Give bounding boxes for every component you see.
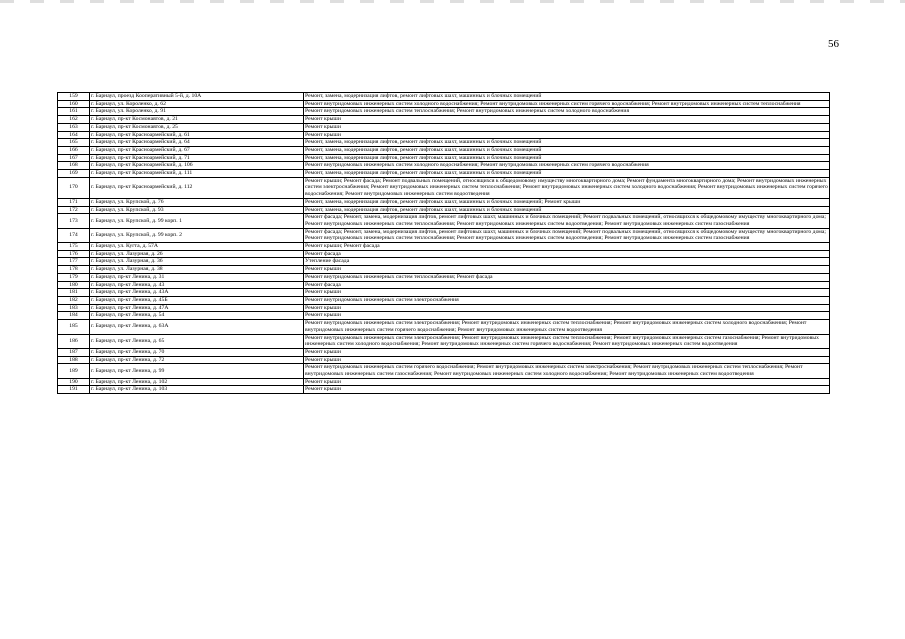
row-work-types: Ремонт, замена, модернизация лифтов, ремонт лифтовых шахт, машинных и блочных помещений xyxy=(304,170,830,178)
table-row xyxy=(58,289,830,297)
row-address: г. Барнаул, пр-кт Ленина, д. 70 xyxy=(90,348,304,356)
row-work-types: Ремонт фасада; Ремонт, замена, модернизация лифтов, ремонт лифтовых шахт, машинных и блочных помещений; Ремонт подвальных помещений, относящихся к общедомовому имуществу многоквартирного дома; Ремонт внутридомовых инженерных систем теплоснабжения; Ремонт внутридомовых инженерных систем водоотведения; Ремонт внутридомовых инженерных систем газоснабжения xyxy=(304,228,830,242)
row-address: г. Барнаул, ул. Кугта, д. 57А xyxy=(90,243,304,251)
row-address: г. Барнаул, пр-кт Ленина, д. 47А xyxy=(90,304,304,312)
row-address: г. Барнаул, ул. Лазурная, д. 38 xyxy=(90,266,304,274)
row-work-types: Ремонт фасада xyxy=(304,250,830,258)
table-row xyxy=(58,312,830,320)
table-row xyxy=(58,250,830,258)
row-work-types: Ремонт крыши xyxy=(304,116,830,124)
table-row xyxy=(58,378,830,386)
row-address: г. Барнаул, ул. Короленко, д. 91 xyxy=(90,108,304,116)
row-number: 167 xyxy=(58,154,90,162)
row-work-types: Ремонт крыши; Ремонт фасада; Ремонт подвальных помещений, относящихся к общедомовому имуществу многоквартирного дома; Ремонт фундамента многоквартирного дома; Ремонт внутридомовых инженерных систем электроснабжения; Ремонт внутридомовых инженерных систем теплоснабжения; Ремонт внутридомовых инженерных систем холодного водоснабжения; Ремонт внутридомовых инженерных систем горячего водоснабжения; Ремонт внутридомовых инженерных систем водоотведения xyxy=(305,177,828,198)
row-address: г. Барнаул, пр-кт Ленина, д. 43 xyxy=(90,281,304,289)
row-address: г. Барнаул, пр-кт Ленина, д. 102 xyxy=(90,378,304,386)
row-number: 169 xyxy=(58,170,90,178)
row-number: 183 xyxy=(58,304,90,312)
row-address: г. Барнаул, пр-кт Ленина, д. 45Б xyxy=(90,296,304,304)
row-work-types: Ремонт, замена, модернизация лифтов, ремонт лифтовых шахт, машинных и блочных помещений xyxy=(304,93,830,101)
table-row xyxy=(58,386,830,394)
capital-repair-table xyxy=(57,92,830,394)
row-number: 172 xyxy=(58,206,90,214)
row-work-types: Ремонт крыши xyxy=(304,289,830,297)
row-number: 181 xyxy=(58,289,90,297)
row-address: г. Барнаул, пр-кт Красноармейский, д. 61 xyxy=(90,131,304,139)
table-row xyxy=(58,131,830,139)
table-row xyxy=(58,243,830,251)
table-row xyxy=(58,273,830,281)
row-work-types: Ремонт крыши xyxy=(304,123,830,131)
row-number: 173 xyxy=(58,214,90,228)
row-number: 170 xyxy=(58,177,90,198)
row-work-types: Ремонт внутридомовых инженерных систем теплоснабжения; Ремонт внутридомовых инженерных систем холодного водоснабжения xyxy=(304,108,830,116)
table-row xyxy=(58,214,830,228)
row-address: г. Барнаул, ул. Лазурная, д. 26 xyxy=(90,250,304,258)
table-body xyxy=(58,93,830,394)
row-work-types: Ремонт внутридомовых инженерных систем холодного водоснабжения; Ремонт внутридомовых инженерных систем горячего водоснабжения; Ремонт внутридомовых инженерных систем теплоснабжения xyxy=(304,100,830,108)
row-address: г. Барнаул, пр-кт Ленина, д. 43А xyxy=(90,289,304,297)
row-number: 177 xyxy=(58,258,90,266)
row-work-types: Ремонт крыши; Ремонт фасада xyxy=(304,243,830,251)
table-row xyxy=(58,123,830,131)
row-work-types: Ремонт крыши xyxy=(304,304,830,312)
table-row xyxy=(58,108,830,116)
table-row xyxy=(58,304,830,312)
row-number: 191 xyxy=(58,386,90,394)
table-row xyxy=(58,320,830,334)
row-work-types: Ремонт внутридомовых инженерных систем электроснабжения; Ремонт внутридомовых инженерных систем теплоснабжения; Ремонт внутридомовых инженерных систем газоснабжения; Ремонт внутридомовых инженерных систем холодного водоснабжения; Ремонт внутридомовых инженерных систем горячего водоснабжения; Ремонт внутридомовых инженерных систем водоотведения xyxy=(304,334,830,348)
row-number: 163 xyxy=(58,123,90,131)
row-address: г. Барнаул, пр-кт Ленина, д. 72 xyxy=(90,356,304,364)
row-work-types: Ремонт крыши xyxy=(304,348,830,356)
row-address: г. Барнаул, проезд Кооперативный 5-й, д. 10А xyxy=(90,93,304,101)
row-work-types: Утепление фасада xyxy=(304,258,830,266)
row-address: г. Барнаул, пр-кт Красноармейский, д. 64 xyxy=(90,139,304,147)
row-work-types: Ремонт крыши xyxy=(304,386,830,394)
row-address: г. Барнаул, пр-кт Космонавтов, д. 21 xyxy=(90,116,304,124)
row-address: г. Барнаул, пр-кт Ленина, д. 103 xyxy=(90,386,304,394)
row-work-types: Ремонт крыши xyxy=(304,356,830,364)
row-work-types: Ремонт внутридомовых инженерных систем теплоснабжения; Ремонт фасада xyxy=(304,273,830,281)
row-number: 190 xyxy=(58,378,90,386)
row-work-types: Ремонт внутридомовых инженерных систем горячего водоснабжения; Ремонт внутридомовых инженерных систем электроснабжения; Ремонт внутридомовых инженерных систем теплоснабжения; Ремонт внутридомовых инженерных систем газоснабжения; Ремонт внутридомовых инженерных систем холодного водоснабжения; Ремонт внутридомовых инженерных систем водоотведения xyxy=(304,364,830,378)
table-row xyxy=(58,356,830,364)
row-work-types: Ремонт крыши xyxy=(304,131,830,139)
table-row xyxy=(58,170,830,178)
row-number: 188 xyxy=(58,356,90,364)
row-number: 164 xyxy=(58,131,90,139)
row-work-types: Ремонт, замена, модернизация лифтов, ремонт лифтовых шахт, машинных и блочных помещений xyxy=(304,139,830,147)
row-address: г. Барнаул, пр-кт Красноармейский, д. 112 xyxy=(90,177,304,198)
row-address: г. Барнаул, пр-кт Красноармейский, д. 67 xyxy=(90,146,304,154)
table-row xyxy=(58,206,830,214)
table-row xyxy=(58,364,830,378)
row-address: г. Барнаул, пр-кт Красноармейский, д. 111 xyxy=(90,170,304,178)
row-number: 182 xyxy=(58,296,90,304)
row-number: 159 xyxy=(58,93,90,101)
row-address: г. Барнаул, пр-кт Ленина, д. 31 xyxy=(90,273,304,281)
table-row xyxy=(58,258,830,266)
row-number: 174 xyxy=(58,228,90,242)
table-row xyxy=(58,266,830,274)
row-number: 175 xyxy=(58,243,90,251)
row-work-types: Ремонт фасада; Ремонт, замена, модернизация лифтов, ремонт лифтовых шахт, машинных и блочных помещений; Ремонт подвальных помещений, относящихся к общедомовому имуществу многоквартирного дома; Ремонт внутридомовых инженерных систем теплоснабжения; Ремонт внутридомовых инженерных систем водоотведения; Ремонт внутридомовых инженерных систем газоснабжения xyxy=(304,214,830,228)
row-address: г. Барнаул, пр-кт Ленина, д. 65 xyxy=(90,334,304,348)
row-address: г. Барнаул, ул. Крупской, д. 76 xyxy=(90,198,304,206)
row-address: г. Барнаул, пр-кт Ленина, д. 99 xyxy=(90,364,304,378)
row-number: 184 xyxy=(58,312,90,320)
row-work-types: Ремонт крыши xyxy=(304,378,830,386)
row-work-types: Ремонт, замена, модернизация лифтов, ремонт лифтовых шахт, машинных и блочных помещений; Ремонт крыши xyxy=(304,198,830,206)
row-address: г. Барнаул, ул. Короленко, д. 62 xyxy=(90,100,304,108)
table-row xyxy=(58,93,830,101)
table-row xyxy=(58,139,830,147)
table-row xyxy=(58,198,830,206)
row-address: г. Барнаул, ул. Крупской, д. 93 xyxy=(90,206,304,214)
table-row xyxy=(58,334,830,348)
row-number: 185 xyxy=(58,320,90,334)
row-number: 168 xyxy=(58,162,90,170)
row-number: 180 xyxy=(58,281,90,289)
row-number: 179 xyxy=(58,273,90,281)
row-work-types: Ремонт внутридомовых инженерных систем холодного водоснабжения; Ремонт внутридомовых инженерных систем горячего водоснабжения xyxy=(304,162,830,170)
table-row xyxy=(58,100,830,108)
table-row xyxy=(58,296,830,304)
row-address: г. Барнаул, пр-кт Красноармейский, д. 106 xyxy=(90,162,304,170)
row-number: 176 xyxy=(58,250,90,258)
table-row xyxy=(58,116,830,124)
row-number: 187 xyxy=(58,348,90,356)
row-number: 162 xyxy=(58,116,90,124)
row-number: 178 xyxy=(58,266,90,274)
row-number: 166 xyxy=(58,146,90,154)
row-address: г. Барнаул, пр-кт Ленина, д. 54 xyxy=(90,312,304,320)
table-row xyxy=(58,281,830,289)
row-work-types: Ремонт внутридомовых инженерных систем электроснабжения xyxy=(304,296,830,304)
row-address: г. Барнаул, пр-кт Ленина, д. 63А xyxy=(90,320,304,334)
row-work-types: Ремонт фасада xyxy=(304,281,830,289)
row-work-types: Ремонт крыши xyxy=(304,266,830,274)
table-row xyxy=(58,177,830,198)
row-address: г. Барнаул, ул. Крупской, д. 99 корп. 2 xyxy=(90,228,304,242)
row-address: г. Барнаул, ул. Лазурная, д. 36 xyxy=(90,258,304,266)
row-work-types: Ремонт крыши xyxy=(304,312,830,320)
row-work-types: Ремонт, замена, модернизация лифтов, ремонт лифтовых шахт, машинных и блочных помещений xyxy=(304,146,830,154)
row-address: г. Барнаул, пр-кт Красноармейский, д. 71 xyxy=(90,154,304,162)
table-row xyxy=(58,228,830,242)
row-work-types: Ремонт, замена, модернизация лифтов, ремонт лифтовых шахт, машинных и блочных помещений xyxy=(304,206,830,214)
row-number: 171 xyxy=(58,198,90,206)
row-address: г. Барнаул, ул. Крупской, д. 99 корп. 1 xyxy=(90,214,304,228)
scan-edge-artifact xyxy=(0,0,905,3)
row-work-types: Ремонт, замена, модернизация лифтов, ремонт лифтовых шахт, машинных и блочных помещений xyxy=(304,154,830,162)
row-number: 165 xyxy=(58,139,90,147)
table-row xyxy=(58,162,830,170)
table-row xyxy=(58,154,830,162)
table-row xyxy=(58,146,830,154)
row-number: 189 xyxy=(58,364,90,378)
row-address: г. Барнаул, пр-кт Космонавтов, д. 25 xyxy=(90,123,304,131)
row-number: 161 xyxy=(58,108,90,116)
row-number: 186 xyxy=(58,334,90,348)
row-number: 160 xyxy=(58,100,90,108)
page-number: 56 xyxy=(828,38,839,50)
row-work-types: Ремонт внутридомовых инженерных систем электроснабжения; Ремонт внутридомовых инженерных систем теплоснабжения; Ремонт внутридомовых инженерных систем холодного водоснабжения; Ремонт внутридомовых инженерных систем горячего водоснабжения; Ремонт внутридомовых инженерных систем водоотведения xyxy=(304,320,830,334)
table-row xyxy=(58,348,830,356)
